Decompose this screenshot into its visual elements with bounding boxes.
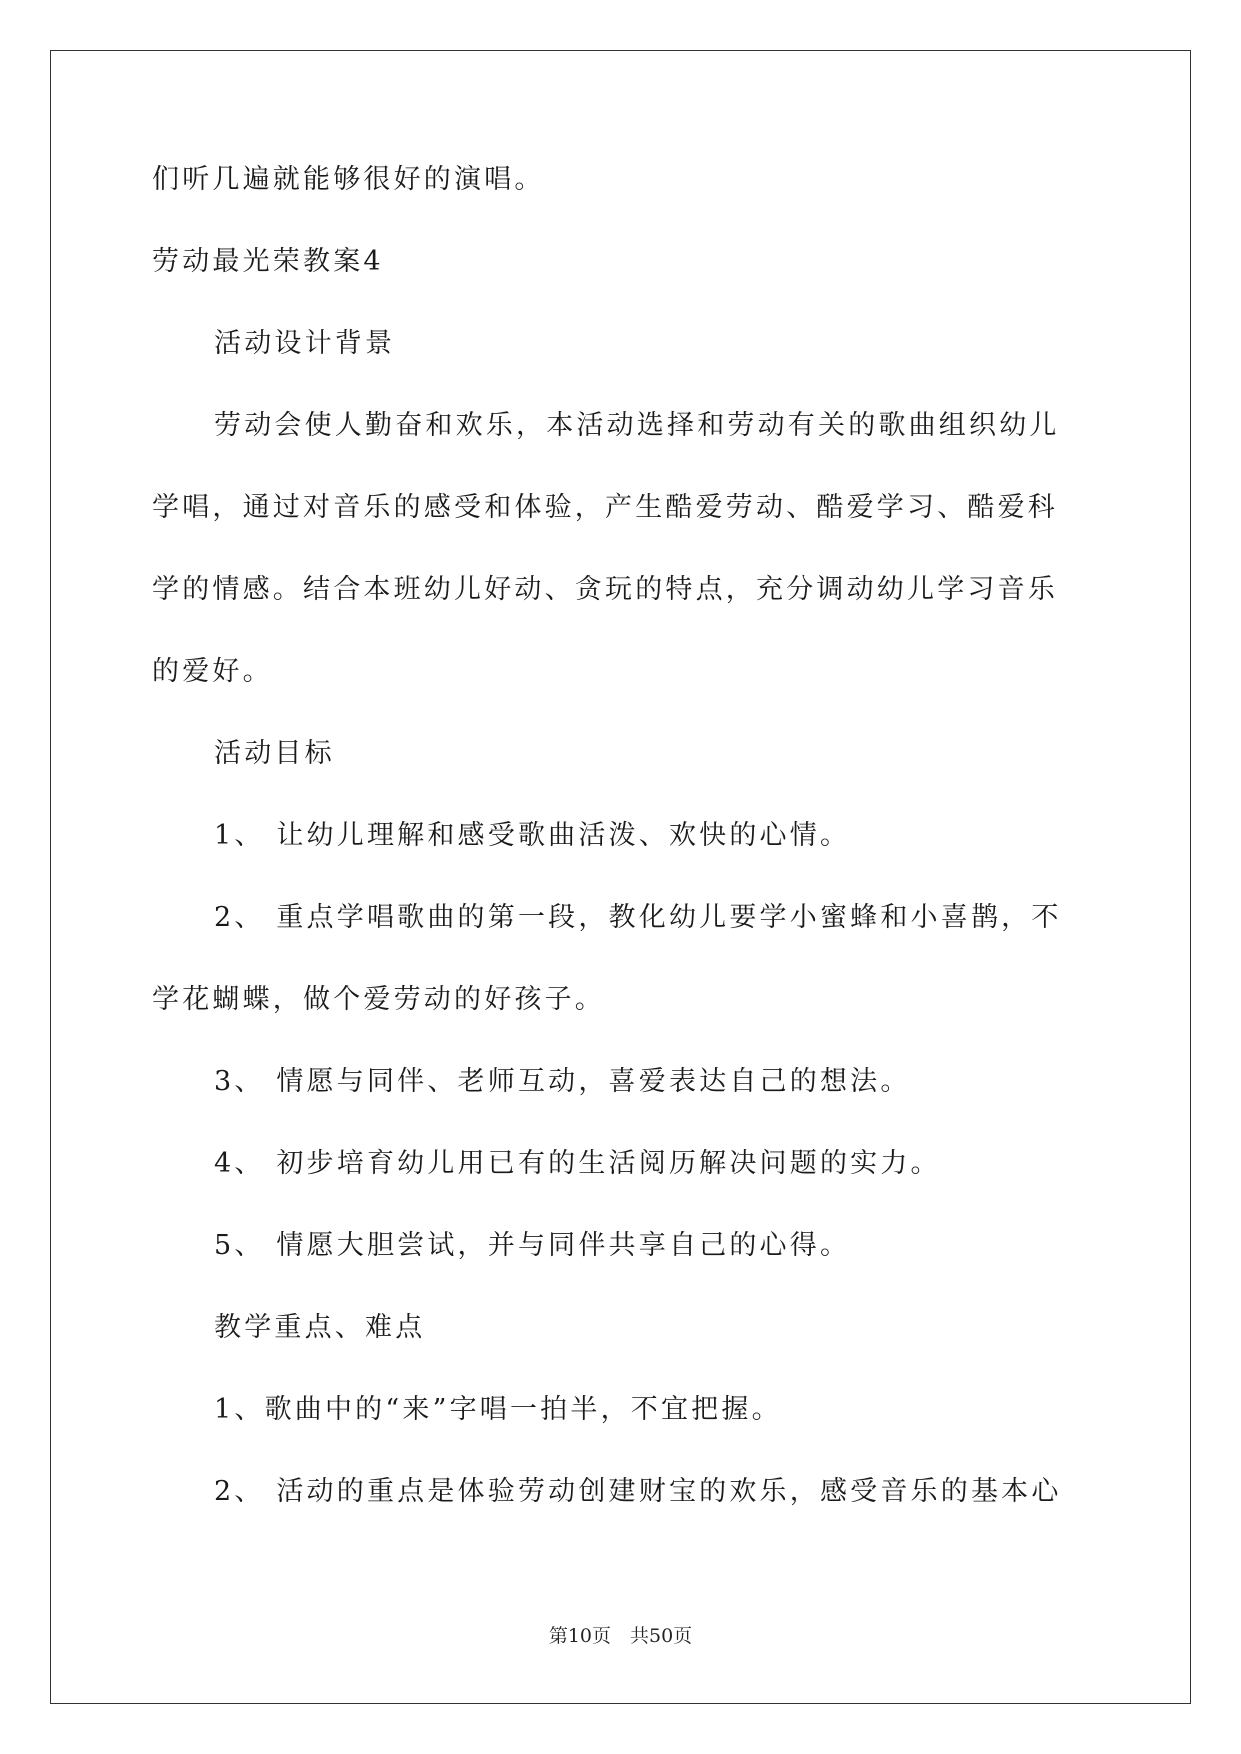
heading-background: 活动设计背景	[214, 328, 396, 359]
list-item: 1、 让幼儿理解和感受歌曲活泼、欢快的心情。	[214, 820, 851, 851]
paragraph-line: 学唱，通过对音乐的感受和体验，产生酷爱劳动、酷爱学习、酷爱科	[152, 492, 1058, 523]
list-item: 2、 重点学唱歌曲的第一段，教化幼儿要学小蜜蜂和小喜鹊，不	[214, 902, 1062, 933]
page-footer: 第10页 共50页	[548, 1625, 693, 1647]
paragraph-line: 劳动会使人勤奋和欢乐，本活动选择和劳动有关的歌曲组织幼儿	[214, 410, 1060, 441]
list-item-continuation: 学花蝴蝶，做个爱劳动的好孩子。	[152, 984, 605, 1015]
section-title: 劳动最光荣教案4	[152, 246, 384, 277]
heading-key-points: 教学重点、难点	[214, 1312, 426, 1343]
heading-goals: 活动目标	[214, 738, 335, 769]
list-item: 3、 情愿与同伴、老师互动，喜爱表达自己的想法。	[214, 1066, 911, 1097]
paragraph-line: 学的情感。结合本班幼儿好动、贪玩的特点，充分调动幼儿学习音乐	[152, 574, 1058, 605]
paragraph-line: 们听几遍就能够很好的演唱。	[152, 164, 545, 195]
page-border	[50, 50, 1191, 1704]
list-item: 2、 活动的重点是体验劳动创建财宝的欢乐，感受音乐的基本心	[214, 1476, 1062, 1507]
list-item: 1、歌曲中的“来”字唱一拍半，不宜把握。	[214, 1394, 782, 1425]
list-item: 5、 情愿大胆尝试，并与同伴共享自己的心得。	[214, 1230, 851, 1261]
list-item: 4、 初步培育幼儿用已有的生活阅历解决问题的实力。	[214, 1148, 941, 1179]
paragraph-line: 的爱好。	[152, 656, 273, 687]
